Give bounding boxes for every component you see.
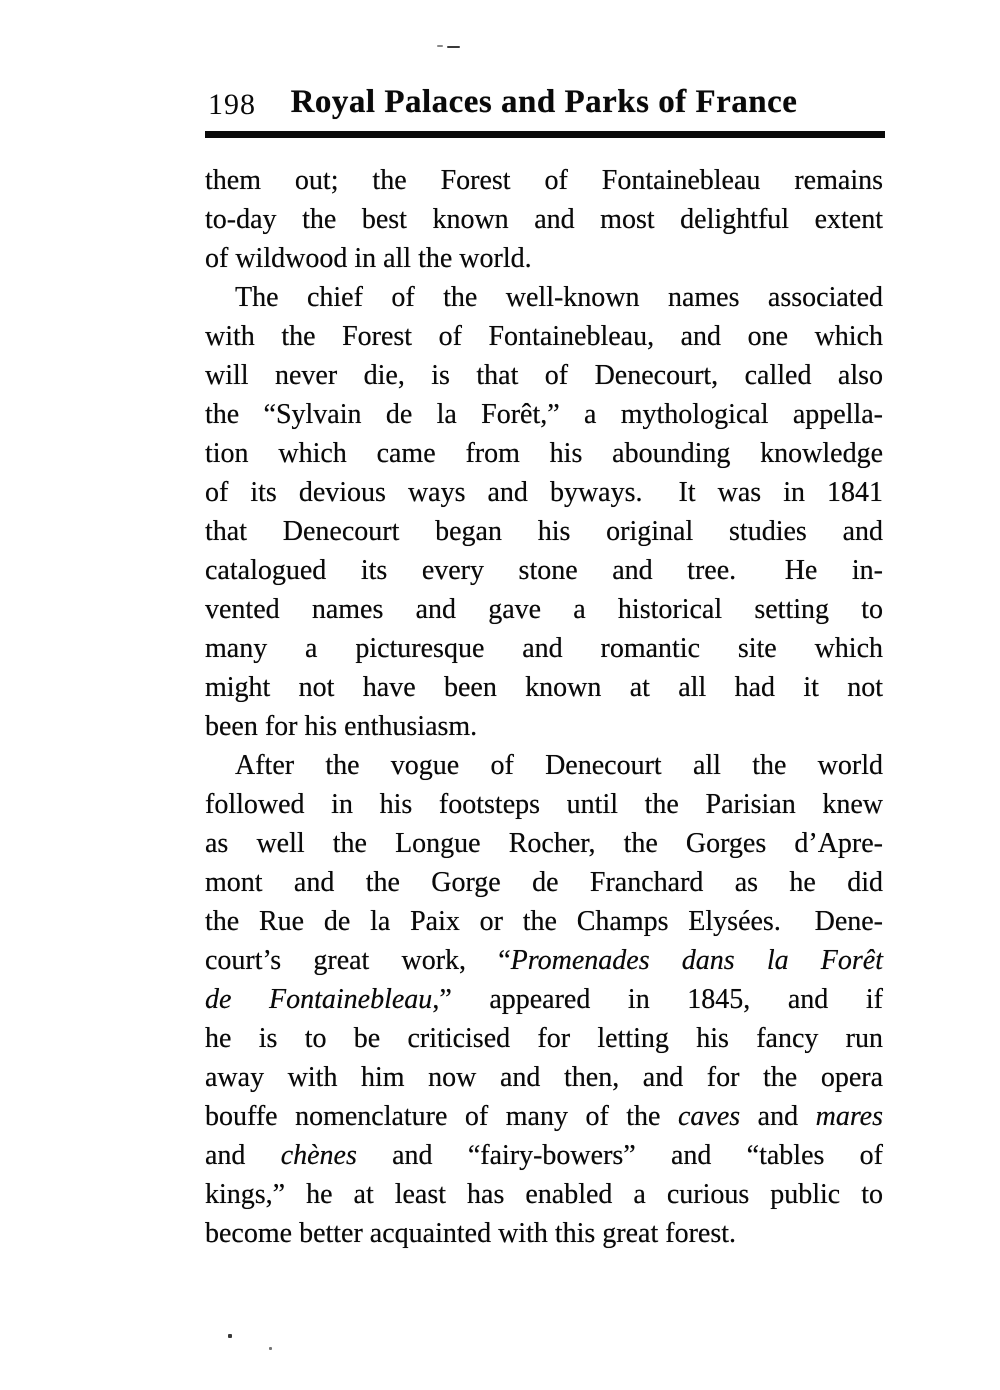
body-text-segment: and bbox=[740, 1101, 816, 1132]
page-body bbox=[205, 161, 883, 1253]
text-line bbox=[205, 863, 883, 902]
scan-speck bbox=[437, 45, 443, 47]
body-text-segment: them out; the Forest of Fontainebleau remains bbox=[205, 165, 883, 196]
text-line bbox=[205, 746, 883, 785]
text-line bbox=[205, 707, 883, 746]
body-text-segment: kings,” he at least has enabled a curious public to bbox=[205, 1179, 883, 1210]
body-text-segment: been for his enthusiasm. bbox=[205, 711, 478, 742]
body-text-segment: the “Sylvain de la Forêt,” a mythological appella- bbox=[205, 399, 883, 430]
body-text-segment: vented names and gave a historical setting to bbox=[205, 594, 883, 625]
text-line bbox=[205, 980, 883, 1019]
text-line bbox=[205, 434, 883, 473]
text-line bbox=[205, 1097, 883, 1136]
italic-text: chènes bbox=[280, 1140, 357, 1171]
body-text-segment: become better acquainted with this great forest. bbox=[205, 1218, 737, 1249]
header-double-rule bbox=[205, 131, 885, 138]
body-text-segment: catalogued its every stone and tree. He in- bbox=[205, 555, 883, 586]
italic-text: mares bbox=[815, 1101, 883, 1132]
body-text-segment: ,” appeared in 1845, and if bbox=[432, 984, 883, 1015]
text-line bbox=[205, 941, 883, 980]
body-text-segment: that Denecourt began his original studies and bbox=[205, 516, 883, 547]
body-text-segment: and bbox=[205, 1140, 281, 1171]
body-text-segment: might not have been known at all had it not bbox=[205, 672, 883, 703]
scan-speck bbox=[269, 1347, 272, 1350]
text-line bbox=[205, 1136, 883, 1175]
body-text-segment: tion which came from his abounding knowledge bbox=[205, 438, 883, 469]
body-text-segment: many a picturesque and romantic site which bbox=[205, 633, 883, 664]
body-text-segment: to-day the best known and most delightful extent bbox=[205, 204, 883, 235]
body-text-segment: of wildwood in all the world. bbox=[205, 243, 532, 274]
text-line bbox=[205, 395, 883, 434]
body-text-segment: with the Forest of Fontainebleau, and one which bbox=[205, 321, 883, 352]
body-text-segment: will never die, is that of Denecourt, called also bbox=[205, 360, 883, 391]
text-line bbox=[205, 1214, 883, 1253]
running-head bbox=[205, 84, 883, 126]
body-text-segment: he is to be criticised for letting his fancy run bbox=[205, 1023, 883, 1054]
text-line bbox=[205, 161, 883, 200]
body-text-segment: bouffe nomenclature of many of the bbox=[205, 1101, 678, 1132]
text-line bbox=[205, 200, 883, 239]
text-line bbox=[205, 629, 883, 668]
italic-text: de Fontainebleau bbox=[205, 984, 433, 1015]
body-text-segment: the Rue de la Paix or the Champs Elysées. Dene- bbox=[205, 906, 883, 937]
text-line bbox=[205, 512, 883, 551]
body-text-segment: of its devious ways and byways. It was in 1841 bbox=[205, 477, 883, 508]
text-line bbox=[205, 473, 883, 512]
body-text-segment: The chief of the well-known names associated bbox=[235, 282, 883, 313]
scan-speck bbox=[447, 46, 460, 48]
text-line bbox=[205, 902, 883, 941]
body-text-segment: away with him now and then, and for the opera bbox=[205, 1062, 883, 1093]
text-line bbox=[205, 551, 883, 590]
body-text-segment: After the vogue of Denecourt all the world bbox=[235, 750, 883, 781]
text-line bbox=[205, 317, 883, 356]
italic-text: caves bbox=[677, 1101, 741, 1132]
text-line bbox=[205, 1175, 883, 1214]
scan-speck bbox=[228, 1334, 232, 1338]
body-text-segment: and “fairy-bowers” and “tables of bbox=[356, 1140, 883, 1171]
body-text-segment: court’s great work, “ bbox=[205, 945, 511, 976]
body-text-segment: as well the Longue Rocher, the Gorges d’Apre- bbox=[205, 828, 883, 859]
text-line bbox=[205, 1019, 883, 1058]
text-line bbox=[205, 668, 883, 707]
text-line bbox=[205, 356, 883, 395]
text-line bbox=[205, 239, 883, 278]
text-line bbox=[205, 1058, 883, 1097]
italic-text: Promenades dans la Forêt bbox=[510, 945, 883, 976]
text-block bbox=[205, 84, 883, 1253]
text-line bbox=[205, 785, 883, 824]
body-text-segment: followed in his footsteps until the Parisian knew bbox=[205, 789, 883, 820]
page-number: 198 bbox=[208, 88, 256, 121]
body-text-segment: mont and the Gorge de Franchard as he did bbox=[205, 867, 883, 898]
text-line bbox=[205, 278, 883, 317]
text-line bbox=[205, 824, 883, 863]
running-title: Royal Palaces and Parks of France bbox=[290, 84, 798, 120]
text-line bbox=[205, 590, 883, 629]
